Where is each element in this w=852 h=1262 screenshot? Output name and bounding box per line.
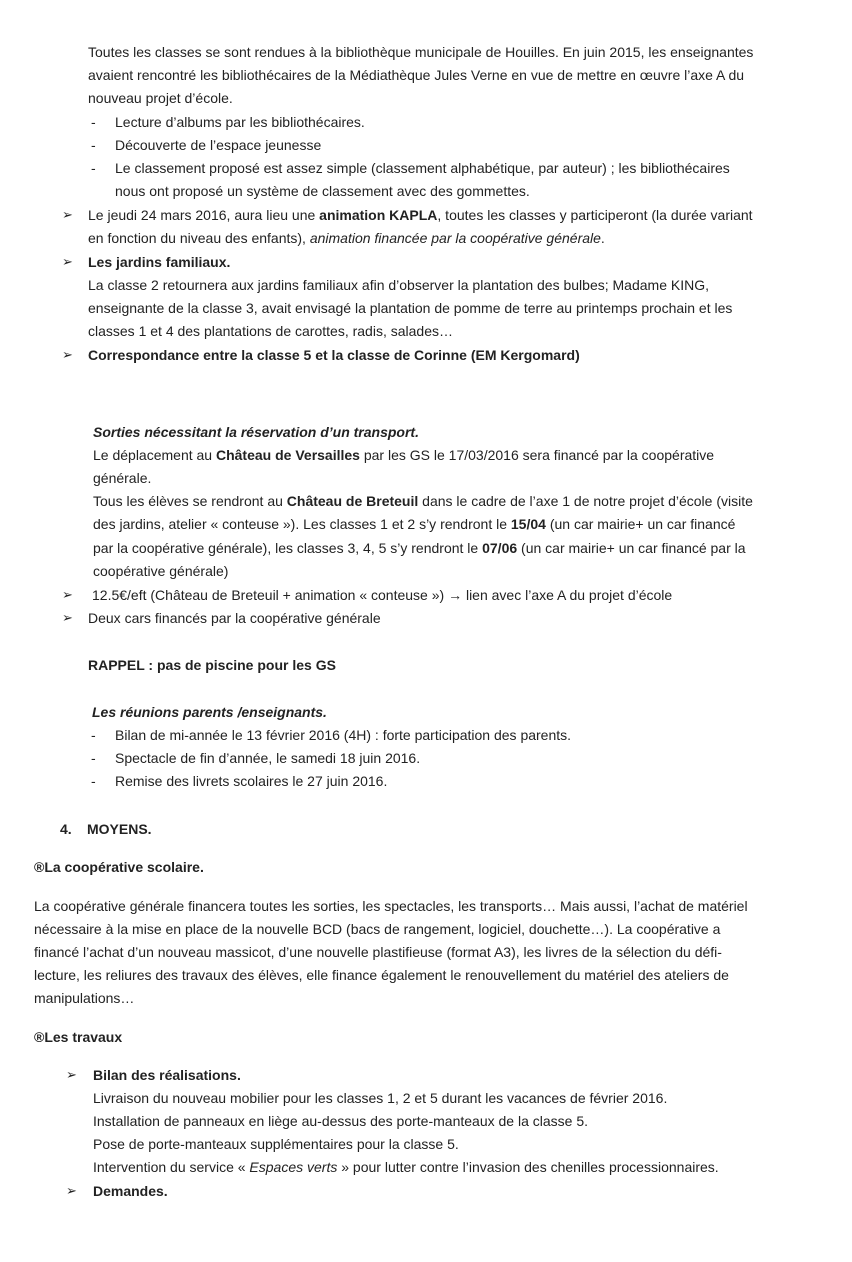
list-item: Le classement proposé est assez simple (classement alphabétique, par auteur) ; les bibliothécaires	[115, 160, 730, 176]
list-item: Découverte de l’espace jeunesse	[115, 137, 322, 153]
dash-bullet: -	[91, 773, 96, 789]
breteuil-line-2: des jardins, atelier « conteuse »). Les classes 1 et 2 s’y rendront le 15/04 (un car mairie+ un car financé	[93, 516, 736, 532]
coop-line-2: nécessaire à la mise en place de la nouvelle BCD (bacs de rangement, logiciel, douchette…). La coopérative a	[34, 921, 721, 937]
bilan-line-2: Installation de panneaux en liège au-dessus des porte-manteaux de la classe 5.	[93, 1113, 588, 1129]
arrow-bullet-icon: ➢	[62, 610, 73, 625]
list-item: Bilan de mi-année le 13 février 2016 (4H) : forte participation des parents.	[115, 727, 572, 743]
dash-bullet: -	[91, 750, 96, 766]
arrow-bullet-icon: ➢	[66, 1067, 77, 1082]
breteuil-line-4: coopérative générale)	[93, 563, 229, 579]
rappel-note: RAPPEL : pas de piscine pour les GS	[88, 657, 336, 673]
coop-line-5: manipulations…	[34, 990, 135, 1006]
list-item: Lecture d’albums par les bibliothécaires.	[115, 114, 365, 130]
bilan-line-1: Livraison du nouveau mobilier pour les classes 1, 2 et 5 durant les vacances de février 2016.	[93, 1090, 668, 1106]
kapla-line-1: Le jeudi 24 mars 2016, aura lieu une animation KAPLA, toutes les classes y participeront (la durée variant	[88, 207, 753, 223]
dash-bullet: -	[91, 160, 96, 176]
dash-bullet: -	[91, 137, 96, 153]
bilan-line-3: Pose de porte-manteaux supplémentaires pour la classe 5.	[93, 1136, 459, 1152]
coop-line-3: financé l’achat d’un nouveau massicot, d’une nouvelle plastifieuse (format A3), les livres de la sélection du défi-	[34, 944, 722, 960]
list-item-continuation: nous ont proposé un système de classement avec des gommettes.	[115, 183, 530, 199]
breteuil-line-3: par la coopérative générale), les classes 3, 4, 5 s’y rendront le 07/06 (un car mairie+ un car financé par la	[93, 540, 746, 556]
reunions-title: Les réunions parents /enseignants.	[92, 704, 327, 720]
coop-line-4: lecture, les reliures des travaux des élèves, elle finance également le renouvellement du matériel des ateliers de	[34, 967, 729, 983]
list-item: Spectacle de fin d’année, le samedi 18 juin 2016.	[115, 750, 421, 766]
coop-line-1: La coopérative générale financera toutes les sorties, les spectacles, les transports… Mais aussi, l’achat de matériel	[34, 898, 748, 914]
list-item: Remise des livrets scolaires le 27 juin 2016.	[115, 773, 388, 789]
dash-bullet: -	[91, 727, 96, 743]
sorties-bullet-price: 12.5€/eft (Château de Breteuil + animation « conteuse ») → lien avec l’axe A du projet d’école	[92, 587, 673, 603]
versailles-line-2: générale.	[93, 470, 152, 486]
correspondance-title: Correspondance entre la classe 5 et la classe de Corinne (EM Kergomard)	[88, 347, 580, 363]
kapla-line-2: en fonction du niveau des enfants), animation financée par la coopérative générale.	[88, 230, 605, 246]
coop-title: ®La coopérative scolaire.	[34, 859, 204, 875]
breteuil-line-1: Tous les élèves se rendront au Château de Breteuil dans le cadre de l’axe 1 de notre projet d’école (visite	[93, 493, 753, 509]
jardins-line-2: enseignante de la classe 3, avait envisagé la plantation de pomme de terre au printemps prochain et les	[88, 300, 733, 316]
jardins-title: Les jardins familiaux.	[88, 254, 231, 270]
section-number: 4.	[60, 821, 72, 837]
dash-bullet: -	[91, 114, 96, 130]
section-title: MOYENS.	[87, 821, 152, 837]
sorties-bullet-cars: Deux cars financés par la coopérative générale	[88, 610, 381, 626]
jardins-line-1: La classe 2 retournera aux jardins familiaux afin d’observer la plantation des bulbes; Madame KING,	[88, 277, 709, 293]
intro-line-2: avaient rencontré les bibliothécaires de la Médiathèque Jules Verne en vue de mettre en œuvre l’axe A du	[88, 67, 745, 83]
versailles-line-1: Le déplacement au Château de Versailles par les GS le 17/03/2016 sera financé par la coopérative	[93, 447, 715, 463]
bilan-line-4: Intervention du service « Espaces verts » pour lutter contre l’invasion des chenilles processionnaires.	[93, 1159, 719, 1175]
intro-line-1: Toutes les classes se sont rendues à la bibliothèque municipale de Houilles. En juin 2015, les enseignantes	[88, 44, 754, 60]
arrow-bullet-icon: ➢	[62, 347, 73, 362]
intro-line-3: nouveau projet d’école.	[88, 90, 233, 106]
demandes-title: Demandes.	[93, 1183, 168, 1199]
arrow-bullet-icon: ➢	[62, 587, 73, 602]
travaux-title: ®Les travaux	[34, 1029, 123, 1045]
arrow-bullet-icon: ➢	[62, 207, 73, 222]
arrow-bullet-icon: ➢	[66, 1183, 77, 1198]
sorties-title: Sorties nécessitant la réservation d’un transport.	[93, 424, 419, 440]
bilan-title: Bilan des réalisations.	[93, 1067, 241, 1083]
arrow-bullet-icon: ➢	[62, 254, 73, 269]
jardins-line-3: classes 1 et 4 des plantations de carottes, radis, salades…	[88, 323, 453, 339]
